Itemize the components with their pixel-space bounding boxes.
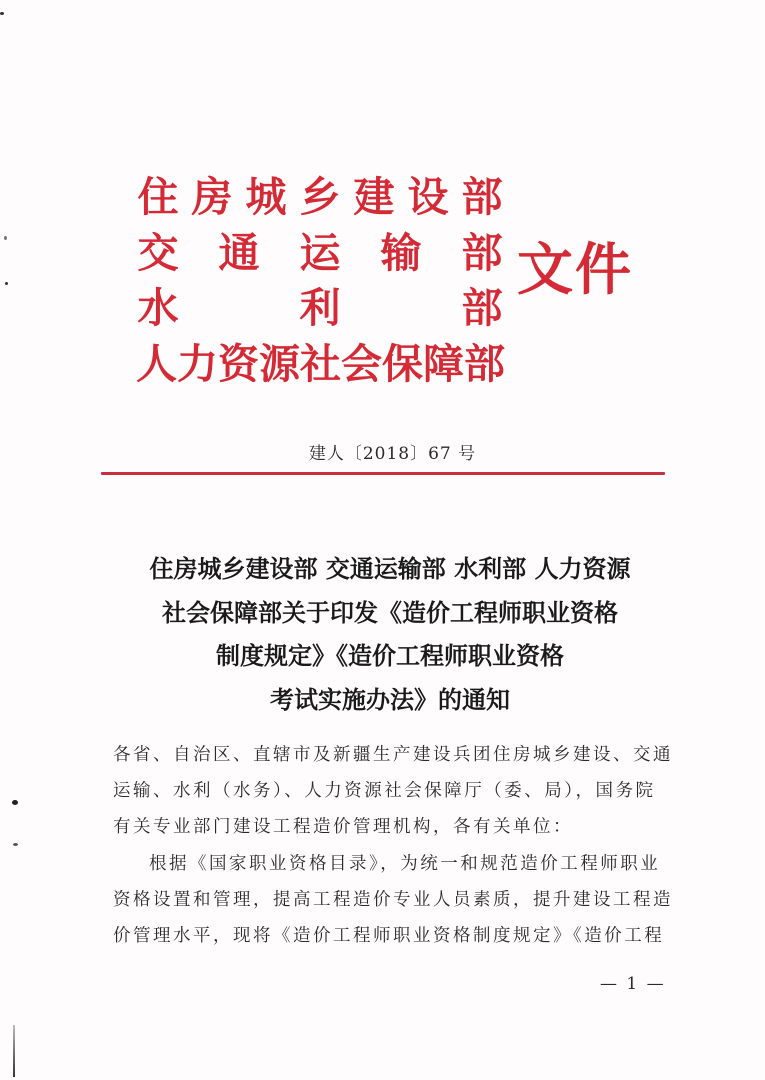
issuer-char: 保 <box>382 339 423 388</box>
issuer-char: 障 <box>423 339 464 388</box>
scan-speck <box>12 800 18 805</box>
issuer-char: 城 <box>245 173 287 222</box>
issuer-char: 乡 <box>299 173 341 222</box>
issuer-row-transport <box>136 226 504 282</box>
issuer-char: 源 <box>259 339 300 388</box>
scan-speck <box>0 12 4 15</box>
issuer-char: 输 <box>380 228 422 277</box>
issuer-char: 建 <box>353 173 395 222</box>
addressee-line: 各省、自治区、直辖市及新疆生产建设兵团住房城乡建设、交通 <box>113 745 673 765</box>
title-line: 考试实施办法》的通知 <box>270 685 510 714</box>
title-line: 社会保障部关于印发《造价工程师职业资格 <box>162 598 618 627</box>
issuer-row-housing <box>136 170 504 226</box>
addressee-line: 运输、水利（水务）、人力资源社会保障厅（委、局），国务院 <box>113 781 656 802</box>
issuer-char: 房 <box>191 173 233 222</box>
title-line: 住房城乡建设部 交通运输部 水利部 人力资源 <box>149 555 631 583</box>
scan-edge-line <box>13 1025 15 1077</box>
issuer-char: 力 <box>177 339 218 388</box>
paragraph-line: 资格设置和管理，提高工程造价专业人员素质，提升建设工程造 <box>113 889 673 910</box>
issuer-char: 人 <box>136 339 177 388</box>
issuer-char: 部 <box>461 228 503 277</box>
body-text <box>113 737 673 954</box>
paragraph-line: 价管理水平，现将《造价工程师职业资格制度规定》《造价工程 <box>113 926 665 947</box>
issuer-char: 会 <box>341 339 382 388</box>
issuer-char: 社 <box>300 339 341 388</box>
issuer-char: 部 <box>464 339 505 388</box>
page-number: — 1 — <box>600 974 666 994</box>
document-number: 建人〔2018〕67 号 <box>308 444 477 464</box>
issuer-char: 运 <box>299 228 341 277</box>
paragraph-line: 根据《国家职业资格目录》，为统一和规范造价工程师职业 <box>149 853 661 874</box>
issuer-char: 资 <box>218 339 259 388</box>
scan-speck <box>4 236 7 240</box>
issuer-char: 水 <box>137 284 179 333</box>
issuer-row-hr <box>136 337 504 393</box>
issuer-char: 设 <box>407 173 449 222</box>
issuing-departments <box>136 170 504 392</box>
red-separator-line <box>101 472 665 475</box>
issuer-char: 住 <box>137 173 179 222</box>
issuer-char: 利 <box>299 284 341 333</box>
issuer-char: 交 <box>137 228 179 277</box>
notice-title <box>90 548 690 722</box>
issuer-char: 通 <box>218 228 260 277</box>
document-word: 文件 <box>517 237 633 303</box>
issuer-char: 部 <box>461 173 503 222</box>
issuer-char: 部 <box>461 284 503 333</box>
scan-speck <box>5 282 8 285</box>
title-line: 制度规定》《造价工程师职业资格 <box>216 642 564 670</box>
scan-speck <box>13 843 18 846</box>
issuer-row-water <box>136 281 504 337</box>
addressee-line: 有关专业部门建设工程造价管理机构，各有关单位： <box>113 817 573 838</box>
